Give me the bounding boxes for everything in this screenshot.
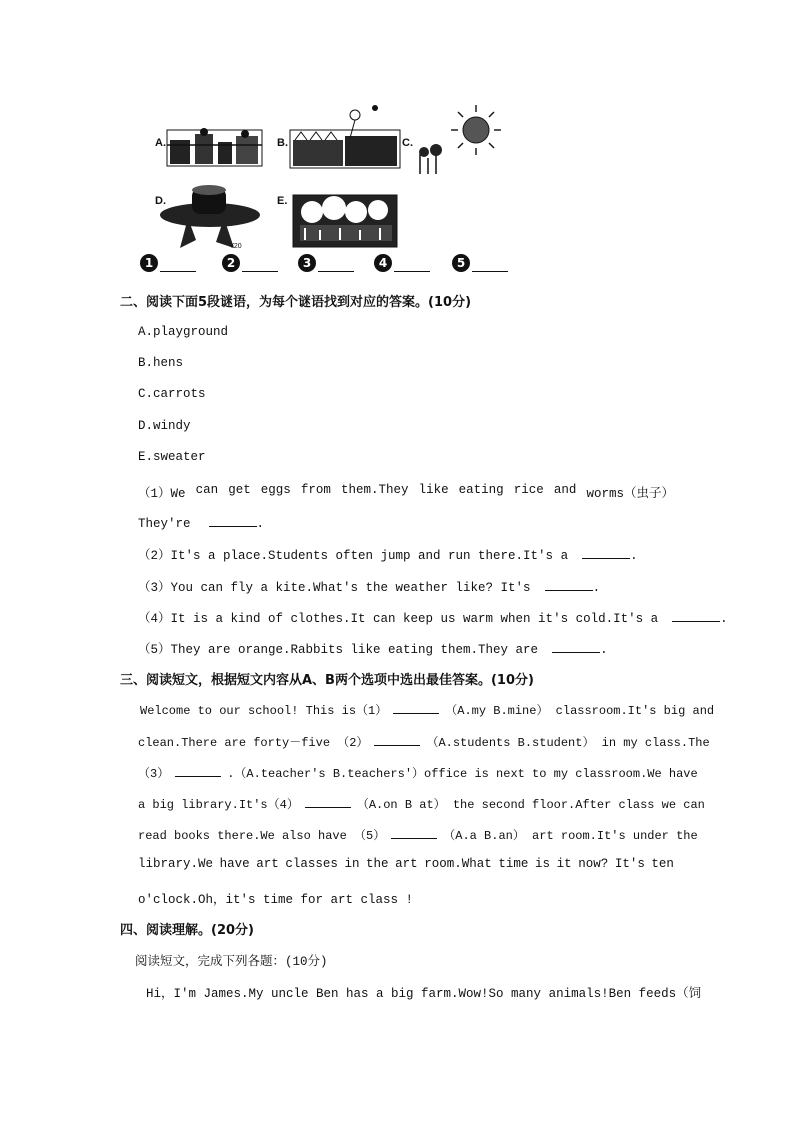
riddle-3-text: （3）You can fly a kite.What's the weather like? It's [138, 581, 531, 595]
cloze-line-5 [138, 826, 698, 843]
cloze-blank-3[interactable] [175, 764, 221, 777]
cloze-line-6 [138, 857, 674, 871]
word: have [219, 857, 250, 871]
word: eggs [260, 483, 291, 497]
riddle-1-period: . [256, 517, 265, 531]
cloze-line-7: o'clock.Oh，it's time for art class ! [138, 893, 414, 907]
picture-c-flowers-sun [416, 105, 501, 174]
word: time [498, 857, 529, 871]
cloze-text: read books there.We also have （5） [138, 829, 386, 843]
number-4-icon: 4 [374, 254, 392, 272]
cloze-blank-4[interactable] [305, 795, 351, 808]
riddle-1-line-1 [138, 483, 674, 501]
cloze-text: （A.a B.an） art room.It's under the [443, 829, 698, 843]
riddle-5-period: . [600, 643, 608, 657]
option-d: D.windy [138, 419, 191, 433]
passage-start: Hi，I'm James.My uncle Ben has a big farm.Wow!So many animals!Ben feeds（饲 [146, 987, 702, 1001]
cloze-text: （A.on B at） the second floor.After class we can [356, 798, 705, 812]
option-b: B.hens [138, 356, 184, 370]
number-1-icon: 1 [140, 254, 158, 272]
picture-d-hat [160, 185, 260, 250]
riddle-2 [138, 545, 638, 563]
word: and [553, 483, 577, 497]
word: like [418, 483, 449, 497]
riddle-5-blank[interactable] [552, 640, 600, 653]
word: library.We [138, 857, 214, 871]
word: can [195, 483, 219, 497]
cloze-text: .（A.teacher's B.teachers'）office is next to my classroom.We have [227, 767, 698, 781]
section2-heading: 二、阅读下面5段谜语，为每个谜语找到对应的答案。(10分) [120, 295, 472, 310]
word: in [344, 857, 360, 871]
riddle-2-blank[interactable] [582, 546, 630, 559]
cloze-text: （A.students B.student） in my class.The [426, 736, 710, 750]
riddle-pictures [140, 100, 520, 280]
cloze-line-3 [138, 764, 698, 781]
option-a: A.playground [138, 325, 229, 339]
picture-a-playground [167, 128, 262, 166]
riddle-5 [138, 639, 608, 657]
riddle-1-blank[interactable] [209, 514, 257, 527]
cloze-blank-1[interactable] [393, 701, 439, 714]
cloze-blank-5[interactable] [391, 826, 437, 839]
word: worms（虫子） [586, 487, 674, 501]
riddle-1-line-2 [138, 514, 264, 531]
cloze-text: clean.There are forty－five （2） [138, 736, 369, 750]
picture-answer-3[interactable] [298, 254, 354, 272]
word: It's [614, 857, 645, 871]
picture-label-e: E. [277, 195, 288, 207]
cloze-text: （A.my B.mine） classroom.It's big and [445, 704, 715, 718]
word: eating [458, 483, 504, 497]
word: ten [651, 857, 674, 871]
cloze-line-2 [138, 733, 710, 750]
riddle-2-period: . [630, 549, 638, 563]
word: them.They [340, 483, 409, 497]
picture-label-a: A. [155, 137, 166, 149]
riddle-4 [138, 608, 728, 626]
picture-label-c: C. [402, 137, 413, 149]
word: art [256, 857, 279, 871]
word: it [556, 857, 572, 871]
riddle-1-text: They're [138, 517, 191, 531]
picture-area [140, 100, 520, 280]
riddle-3-period: . [592, 581, 601, 595]
picture-label-d: D. [155, 195, 166, 207]
picture-label-b: B. [277, 137, 288, 149]
cloze-line-1 [140, 701, 714, 718]
section3-heading: 三、阅读短文，根据短文内容从A、B两个选项中选出最佳答案。(10分) [120, 673, 534, 688]
word: （1）We [138, 487, 186, 501]
riddle-2-text: （2）It's a place.Students often jump and run there.It's a [138, 549, 569, 563]
riddle-3-blank[interactable] [545, 578, 593, 591]
riddle-4-text: （4）It is a kind of clothes.It can keep us warm when it's cold.It's a [138, 612, 659, 626]
picture-answer-4[interactable] [374, 254, 430, 272]
section4-heading: 四、阅读理解。(20分) [120, 923, 254, 938]
word: get [228, 483, 251, 497]
option-e: E.sweater [138, 450, 206, 464]
cloze-blank-2[interactable] [374, 733, 420, 746]
riddle-3 [138, 577, 600, 595]
word: now? [578, 857, 609, 871]
riddle-4-blank[interactable] [672, 609, 720, 622]
word: art [395, 857, 418, 871]
section4-instruction: 阅读短文，完成下列各题：(10分) [135, 955, 328, 969]
picture-answer-2[interactable] [222, 254, 278, 272]
number-3-icon: 3 [298, 254, 316, 272]
word: room.What [424, 857, 492, 871]
picture-answer-1[interactable] [140, 254, 196, 272]
cloze-text: Welcome to our school! This is（1） [140, 704, 388, 718]
picture-answer-5[interactable] [452, 254, 508, 272]
riddle-4-period: . [720, 612, 728, 626]
word: classes [285, 857, 338, 871]
word: rice [513, 483, 544, 497]
word: is [534, 857, 550, 871]
number-5-icon: 5 [452, 254, 470, 272]
word: from [300, 483, 331, 497]
word: the [366, 857, 389, 871]
option-c: C.carrots [138, 387, 206, 401]
number-2-icon: 2 [222, 254, 240, 272]
riddle-5-text: （5）They are orange.Rabbits like eating them.They are [138, 643, 539, 657]
cloze-text: （3） [138, 767, 170, 781]
picture-e-field [293, 195, 397, 247]
cloze-text: a big library.It's（4） [138, 798, 299, 812]
cloze-line-4 [138, 795, 705, 812]
picture-b-hens [290, 105, 400, 168]
hat-price: ¥20 [230, 243, 242, 250]
